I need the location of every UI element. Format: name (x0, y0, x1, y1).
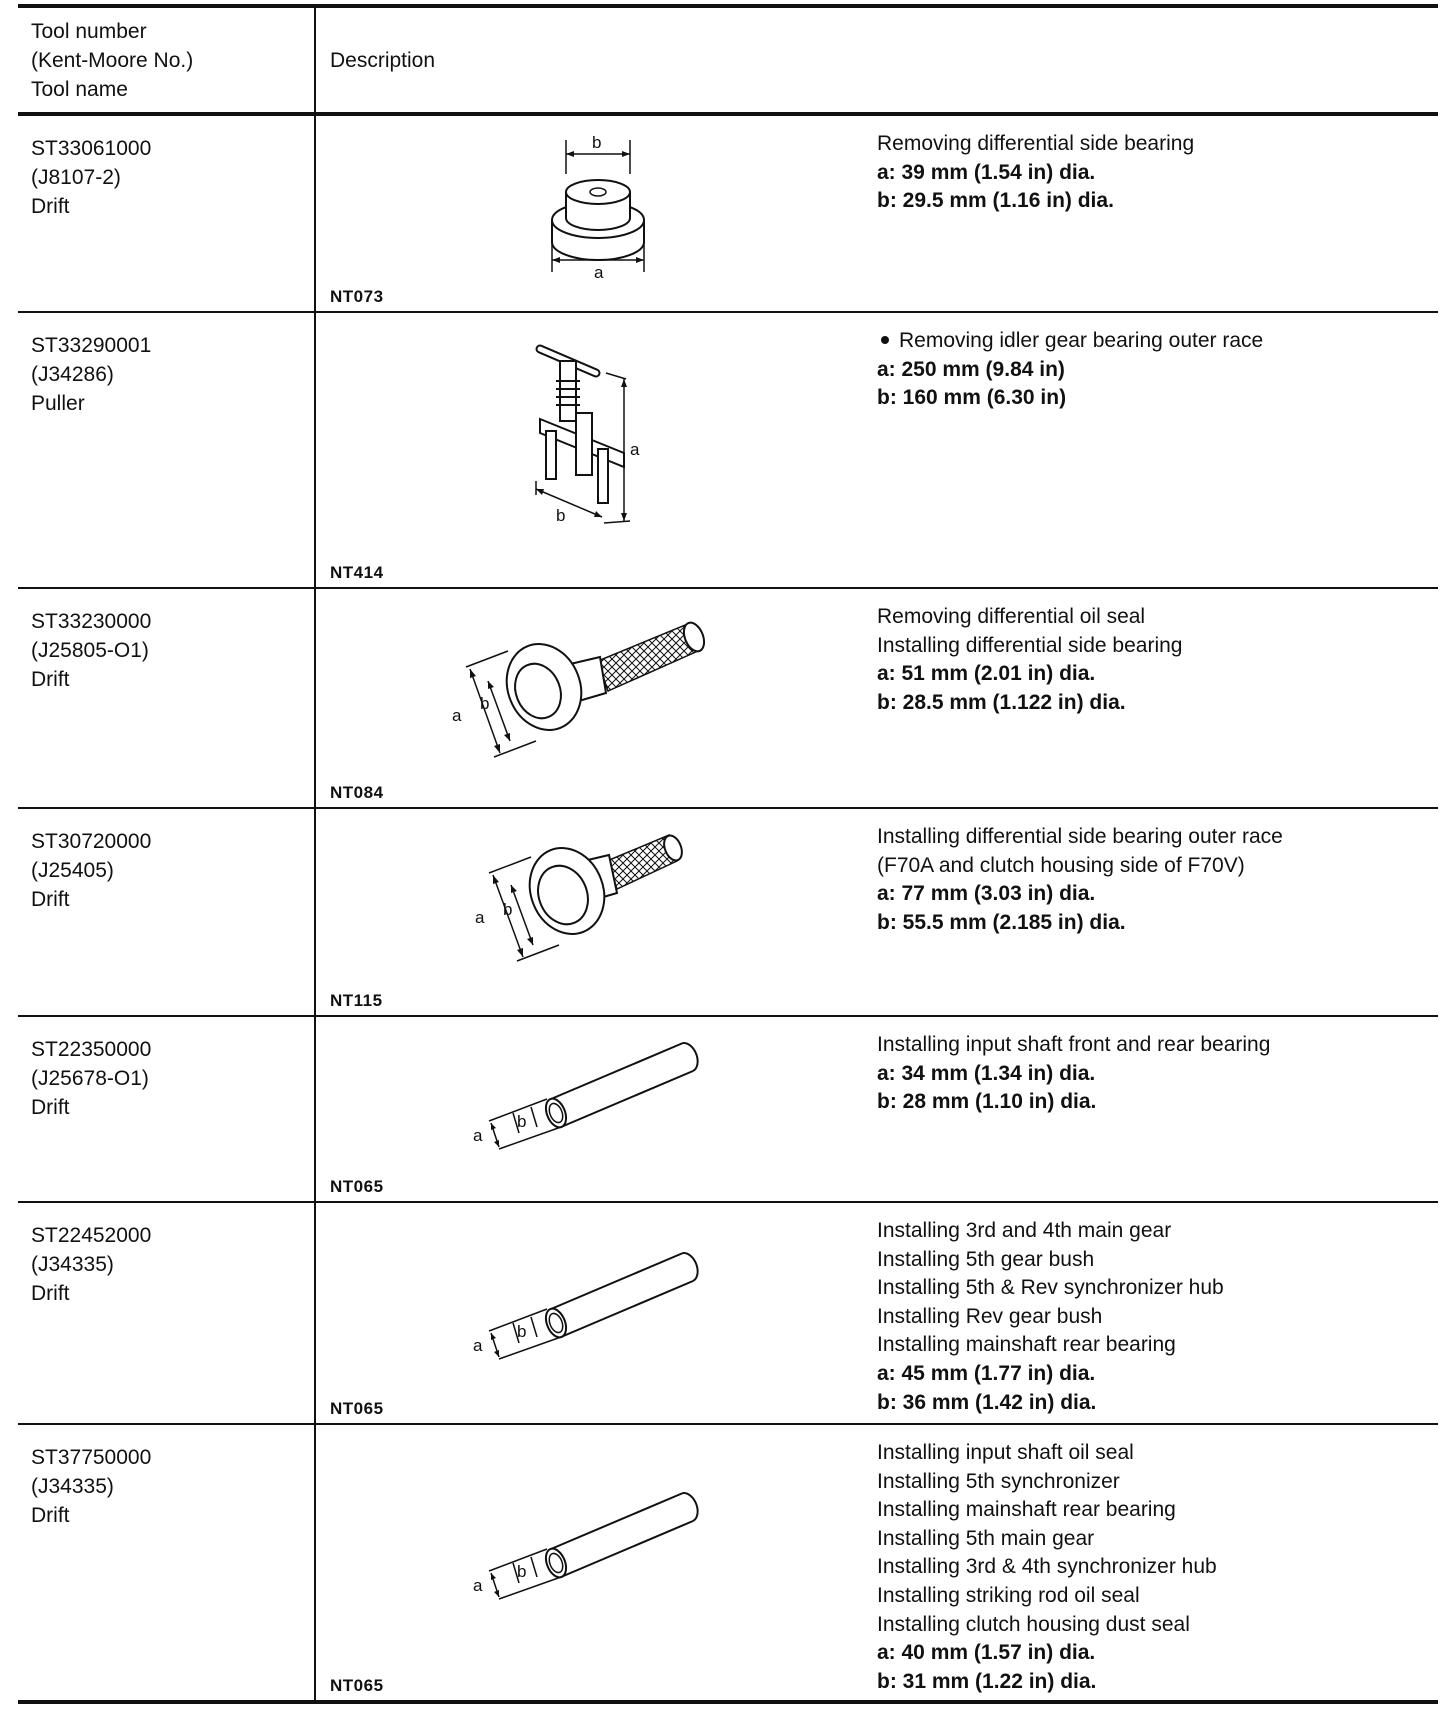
svg-text:b: b (503, 900, 513, 919)
usage-line (877, 1468, 1438, 1497)
description-text: a: 40 mm (1.57 in) dia. (877, 1641, 1096, 1665)
drift-tube-icon (451, 1245, 711, 1380)
drift-tube-icon (451, 1485, 711, 1620)
drift-tube-icon (451, 1035, 711, 1170)
svg-text:a: a (594, 263, 604, 282)
bullet-icon (881, 336, 889, 344)
usage-line (877, 1439, 1438, 1468)
description-cell (875, 114, 1438, 312)
description-text: a: 39 mm (1.54 in) dia. (877, 160, 1096, 184)
tool-row (18, 808, 1438, 1016)
description-text: Installing input shaft front and rear bearing (877, 1033, 1271, 1056)
tool-number: ST33230000 (31, 610, 152, 633)
kent-moore-number: (J34286) (31, 363, 114, 386)
kent-moore-number: (J25805-O1) (31, 639, 149, 662)
tool-name: Drift (31, 195, 70, 218)
header-line: Tool name (31, 77, 128, 101)
description-text: a: 250 mm (9.84 in) (877, 357, 1065, 381)
description-text: Removing idler gear bearing outer race (899, 329, 1264, 352)
usage-line (877, 1525, 1438, 1554)
description-text: (F70A and clutch housing side of F70V) (877, 853, 1245, 877)
special-service-tools-page (18, 4, 1438, 1704)
svg-text:b: b (517, 1562, 527, 1581)
description-text: a: 34 mm (1.34 in) dia. (877, 1061, 1096, 1085)
description-text: Installing mainshaft rear bearing (877, 1333, 1176, 1357)
tool-figure-cell (315, 312, 875, 588)
dimension-spec (877, 660, 1438, 689)
figure-code: NT073 (330, 287, 384, 306)
usage-line (877, 632, 1438, 661)
dimension-spec (877, 1060, 1438, 1089)
tool-info-cell (18, 114, 315, 312)
tool-name: Drift (31, 668, 70, 691)
usage-line (877, 1274, 1438, 1303)
description-cell (875, 588, 1438, 808)
description-text: b: 31 mm (1.22 in) dia. (877, 1669, 1097, 1693)
svg-text:a: a (452, 706, 462, 725)
usage-line (877, 130, 1438, 159)
tool-figure-cell (315, 808, 875, 1016)
usage-line (877, 1031, 1438, 1060)
tool-row (18, 588, 1438, 808)
description-text: a: 77 mm (3.03 in) dia. (877, 882, 1096, 906)
svg-text:a: a (473, 1126, 483, 1145)
tool-figure-cell (315, 1016, 875, 1202)
kent-moore-number: (J25405) (31, 859, 114, 882)
tool-name: Drift (31, 1096, 70, 1119)
header-line: Tool number (31, 19, 147, 43)
tool-number: ST22452000 (31, 1224, 152, 1247)
description-text: Installing clutch housing dust seal (877, 1612, 1190, 1636)
svg-text:b: b (592, 134, 602, 152)
svg-text:b: b (556, 506, 566, 525)
description-text: Removing differential side bearing (877, 132, 1195, 155)
tool-row (18, 312, 1438, 588)
description-cell (875, 1016, 1438, 1202)
dimension-spec (877, 909, 1438, 938)
usage-line (877, 852, 1438, 881)
description-text: b: 28 mm (1.10 in) dia. (877, 1090, 1097, 1114)
usage-line (877, 1582, 1438, 1611)
description-text: Installing Rev gear bush (877, 1304, 1103, 1328)
drift-knurled-long-icon (448, 607, 718, 782)
dimension-spec (877, 689, 1438, 718)
tool-number: ST33061000 (31, 137, 152, 160)
description-column-header: Description (315, 6, 1438, 114)
svg-text:b: b (480, 694, 490, 713)
usage-line (877, 1303, 1438, 1332)
tool-info-cell (18, 808, 315, 1016)
description-text: a: 51 mm (2.01 in) dia. (877, 662, 1096, 686)
description-text: b: 160 mm (6.30 in) (877, 386, 1067, 410)
tool-info-cell (18, 1424, 315, 1702)
description-text: Installing differential side bearing (877, 633, 1183, 657)
tool-name: Drift (31, 888, 70, 911)
svg-text:b: b (517, 1112, 527, 1131)
dimension-spec (877, 187, 1438, 216)
dimension-spec (877, 159, 1438, 188)
figure-code: NT414 (330, 563, 384, 582)
svg-text:a: a (473, 1336, 483, 1355)
usage-line (877, 1496, 1438, 1525)
tool-name: Drift (31, 1504, 70, 1527)
description-cell (875, 808, 1438, 1016)
puller-icon (526, 331, 656, 536)
kent-moore-number: (J34335) (31, 1475, 114, 1498)
tool-row (18, 1202, 1438, 1424)
usage-line (877, 603, 1438, 632)
tool-info-cell (18, 1202, 315, 1424)
header-line: (Kent-Moore No.) (31, 48, 194, 72)
usage-line (877, 1217, 1438, 1246)
usage-line (877, 823, 1438, 852)
drift-stepped-disc-icon (538, 134, 658, 289)
dimension-spec (877, 356, 1438, 385)
tool-number: ST37750000 (31, 1446, 152, 1469)
dimension-spec (877, 880, 1438, 909)
tool-info-cell (18, 312, 315, 588)
usage-line (877, 327, 1438, 356)
svg-text:b: b (517, 1322, 527, 1341)
figure-code: NT084 (330, 783, 384, 802)
description-text: b: 36 mm (1.42 in) dia. (877, 1390, 1097, 1414)
kent-moore-number: (J34335) (31, 1253, 114, 1276)
tool-column-header (18, 6, 315, 114)
description-text: Installing 5th synchronizer (877, 1469, 1120, 1493)
figure-code: NT065 (330, 1177, 384, 1196)
figure-code: NT065 (330, 1676, 384, 1695)
usage-line (877, 1553, 1438, 1582)
tool-figure-cell (315, 1202, 875, 1424)
usage-line (877, 1611, 1438, 1640)
description-text: Installing 5th & Rev synchronizer hub (877, 1276, 1224, 1300)
description-text: Installing input shaft oil seal (877, 1441, 1134, 1464)
usage-line (877, 1246, 1438, 1275)
tool-row (18, 1016, 1438, 1202)
tool-number: ST22350000 (31, 1038, 152, 1061)
description-text: Installing mainshaft rear bearing (877, 1498, 1176, 1522)
tool-name: Puller (31, 392, 85, 415)
description-cell (875, 1202, 1438, 1424)
svg-text:a: a (475, 908, 485, 927)
dimension-spec (877, 1360, 1438, 1389)
tool-figure-cell (315, 588, 875, 808)
description-cell (875, 312, 1438, 588)
description-text: a: 45 mm (1.77 in) dia. (877, 1361, 1096, 1385)
description-text: b: 28.5 mm (1.122 in) dia. (877, 690, 1126, 714)
figure-code: NT115 (330, 991, 383, 1010)
description-text: b: 29.5 mm (1.16 in) dia. (877, 189, 1114, 213)
kent-moore-number: (J25678-O1) (31, 1067, 149, 1090)
dimension-spec (877, 1389, 1438, 1418)
tool-name: Drift (31, 1282, 70, 1305)
kent-moore-number: (J8107-2) (31, 166, 121, 189)
description-text: Installing 3rd and 4th main gear (877, 1219, 1172, 1242)
description-text: Installing 5th gear bush (877, 1247, 1095, 1271)
dimension-spec (877, 1639, 1438, 1668)
drift-knurled-short-icon (471, 823, 701, 968)
description-text: Installing 3rd & 4th synchronizer hub (877, 1555, 1217, 1579)
usage-line (877, 1331, 1438, 1360)
table-header-row (18, 6, 1438, 114)
description-text: Installing striking rod oil seal (877, 1583, 1140, 1607)
tool-row (18, 1424, 1438, 1702)
tool-figure-cell (315, 114, 875, 312)
description-text: b: 55.5 mm (2.185 in) dia. (877, 910, 1126, 934)
tool-row (18, 114, 1438, 312)
tools-table (18, 4, 1438, 1704)
svg-text:a: a (630, 440, 640, 459)
tool-figure-cell (315, 1424, 875, 1702)
description-text: Installing 5th main gear (877, 1526, 1095, 1550)
dimension-spec (877, 384, 1438, 413)
tool-number: ST30720000 (31, 830, 152, 853)
tool-info-cell (18, 1016, 315, 1202)
description-text: Removing differential oil seal (877, 605, 1146, 628)
dimension-spec (877, 1088, 1438, 1117)
tool-number: ST33290001 (31, 334, 152, 357)
dimension-spec (877, 1668, 1438, 1697)
description-text: Installing differential side bearing outer race (877, 825, 1283, 848)
svg-text:a: a (473, 1576, 483, 1595)
tool-info-cell (18, 588, 315, 808)
figure-code: NT065 (330, 1399, 384, 1418)
description-cell (875, 1424, 1438, 1702)
